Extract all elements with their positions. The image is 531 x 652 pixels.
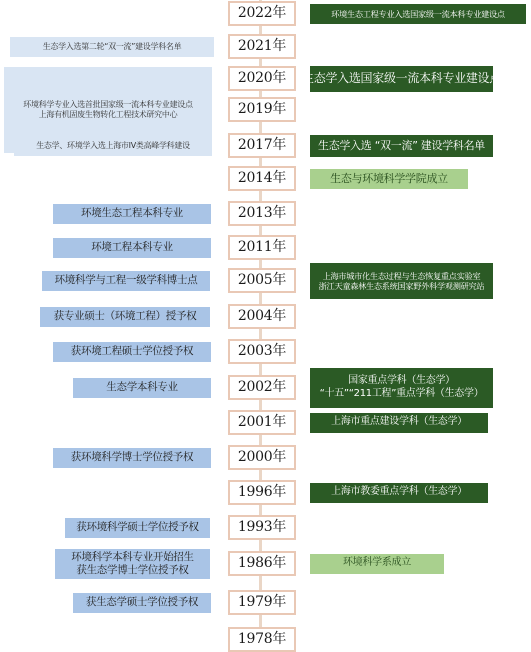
milestone-text-line: 获专业硕士（环境工程）授予权 xyxy=(53,310,197,323)
milestone-text-line: 上海市教委重点学科（生态学） xyxy=(331,486,467,498)
milestone-text-line: 生态学入选 “双一流” 建设学科名单 xyxy=(318,138,485,152)
year-label: 2017年 xyxy=(228,133,296,158)
milestone-right xyxy=(302,66,501,92)
milestone-text-line: 环境科学与工程一级学科博士点 xyxy=(54,274,198,287)
milestone-right xyxy=(310,368,493,408)
milestone-right xyxy=(310,135,493,157)
milestone-right xyxy=(310,483,488,503)
year-label: 2013年 xyxy=(228,201,296,226)
milestone-text-line: 上海市城市化生态过程与生态恢复重点实验室 xyxy=(322,270,481,281)
milestone-right xyxy=(310,263,493,299)
milestone-text-line: 环境科学专业入选首批国家级一流本科专业建设点 xyxy=(23,99,193,109)
milestone-left xyxy=(53,342,211,362)
milestone-right xyxy=(310,169,468,189)
year-label: 2022年 xyxy=(228,1,296,26)
milestone-text-line: 获环境科学博士学位授予权 xyxy=(70,451,194,464)
milestone-text-line: 环境科学本科专业开始招生 xyxy=(71,550,194,563)
year-label: 1993年 xyxy=(228,515,296,540)
milestone-text-line: 生态学入选第二轮“双一流”建设学科名单 xyxy=(42,41,182,51)
milestone-left xyxy=(73,593,211,613)
milestone-text-line: 生态学、环境学入选上海市IV类高峰学科建设 xyxy=(36,140,190,150)
milestone-text-line: 获环境科学硕士学位授予权 xyxy=(76,521,199,534)
year-label: 1986年 xyxy=(228,551,296,576)
year-label: 2000年 xyxy=(228,445,296,470)
milestone-text-line: 环境生态工程本科专业 xyxy=(81,207,183,220)
milestone-left xyxy=(10,37,214,57)
milestone-text-line: 环境生态工程专业入选国家级一流本科专业建设点 xyxy=(331,8,505,19)
year-label: 2021年 xyxy=(228,34,296,59)
milestone-text-line: 环境科学系成立 xyxy=(343,557,411,569)
milestone-right xyxy=(310,554,444,574)
year-label: 2014年 xyxy=(228,166,296,191)
milestone-text-line: 生态学入选国家级一流本科专业建设点 xyxy=(302,71,501,86)
milestone-text-line: 获生态学硕士学位授予权 xyxy=(85,596,199,609)
milestone-left xyxy=(65,518,210,538)
year-label: 2011年 xyxy=(228,235,296,260)
milestone-left xyxy=(14,136,212,156)
milestone-text-line: 环境工程本科专业 xyxy=(91,241,173,254)
milestone-text-line: 生态与环境科学学院成立 xyxy=(330,171,448,185)
year-label: 1996年 xyxy=(228,480,296,505)
year-label: 2002年 xyxy=(228,375,296,400)
milestone-left xyxy=(40,307,210,327)
year-label: 2019年 xyxy=(228,97,296,122)
milestone-left xyxy=(42,271,210,291)
milestone-text-line: 浙江天童森林生态系统国家野外科学观测研究站 xyxy=(318,280,485,291)
milestone-left xyxy=(73,378,211,398)
milestone-left xyxy=(53,448,211,468)
milestone-text-line: 上海有机固废生物转化工程技术研究中心 xyxy=(38,109,178,119)
milestone-left xyxy=(53,204,211,224)
milestone-text-line: “十五”“211工程”重点学科（生态学） xyxy=(319,387,484,399)
year-label: 2003年 xyxy=(228,339,296,364)
year-label: 1979年 xyxy=(228,590,296,615)
milestone-text-line: 生态学本科专业 xyxy=(106,381,178,394)
year-label: 1978年 xyxy=(228,627,296,652)
year-label: 2020年 xyxy=(228,66,296,91)
milestone-left xyxy=(53,238,211,258)
milestone-left xyxy=(55,549,210,579)
year-label: 2005年 xyxy=(228,268,296,293)
milestone-right xyxy=(310,4,526,24)
milestone-text-line: 国家重点学科（生态学） xyxy=(348,375,455,387)
milestone-text-line: 获生态学博士学位授予权 xyxy=(76,563,189,576)
milestone-right xyxy=(310,413,488,433)
year-label: 2001年 xyxy=(228,410,296,435)
year-label: 2004年 xyxy=(228,304,296,329)
milestone-text-line: 获环境工程硕士学位授予权 xyxy=(70,345,194,358)
milestone-text-line: 上海市重点建设学科（生态学） xyxy=(331,416,467,428)
